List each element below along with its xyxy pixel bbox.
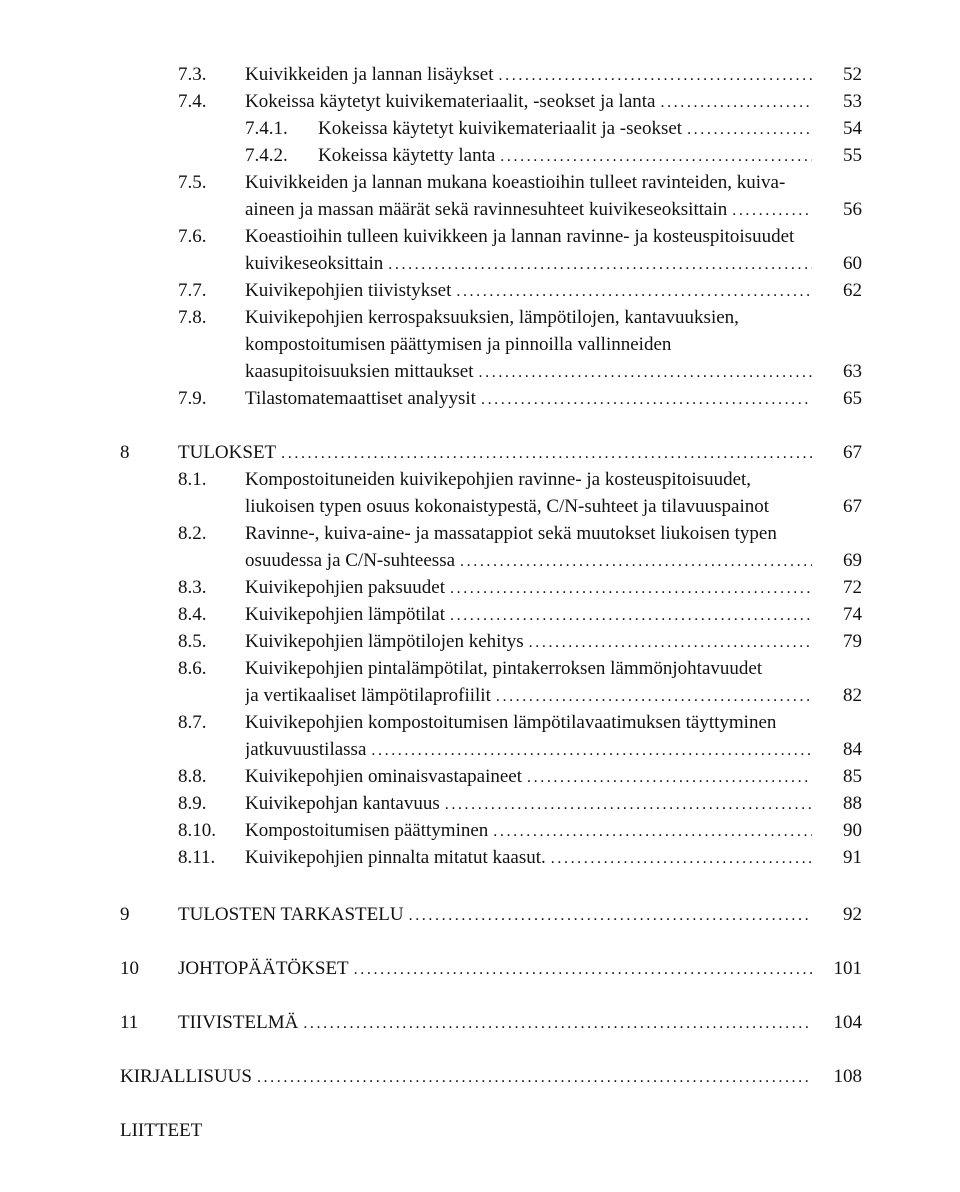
entry-number: 7.3. xyxy=(178,64,207,85)
entry-title: Kokeissa käytetyt kuivikemateriaalit ja -seokset xyxy=(318,118,683,139)
entry-page: 60 xyxy=(843,253,862,274)
toc-entry-7-4 xyxy=(0,89,960,115)
toc-entry-7-8 xyxy=(0,359,960,385)
dot-leader xyxy=(450,603,812,629)
toc-references xyxy=(0,1064,960,1090)
entry-title-line: Koeastioihin tulleen kuivikkeen ja lannan ravinne- ja kosteuspitoisuudet xyxy=(245,226,795,247)
chapter-number: 8 xyxy=(120,442,130,463)
entry-page: 91 xyxy=(843,847,862,868)
dot-leader xyxy=(529,630,812,656)
entry-title-line: Ravinne-, kuiva-aine- ja massatappiot sekä muutokset liukoisen typen xyxy=(245,523,777,544)
entry-number: 7.6. xyxy=(178,226,207,247)
entry-title: aineen ja massan määrät sekä ravinnesuhteet kuivikeseoksittain xyxy=(245,199,728,220)
dot-leader xyxy=(499,63,812,89)
entry-page: 54 xyxy=(843,118,862,139)
entry-title: kaasupitoisuuksien mittaukset xyxy=(245,361,474,382)
toc-entry-8-3 xyxy=(0,575,960,601)
entry-number: 7.4.1. xyxy=(245,118,288,139)
entry-page: 90 xyxy=(843,820,862,841)
toc-entry-8-6-line1 xyxy=(0,656,960,682)
toc-entry-8-5 xyxy=(0,629,960,655)
chapter-title: TULOSTEN TARKASTELU xyxy=(178,904,404,925)
entry-number: 7.8. xyxy=(178,307,207,328)
chapter-number: 10 xyxy=(120,958,139,979)
entry-title: Kuivikepohjien ominaisvastapaineet xyxy=(245,766,523,787)
entry-title: Kuivikepohjien lämpötilojen kehitys xyxy=(245,631,524,652)
entry-title: Kokeissa käytetty lanta xyxy=(318,145,496,166)
entry-title: Kuivikepohjien lämpötilat xyxy=(245,604,445,625)
dot-leader xyxy=(450,576,812,602)
toc-entry-7-4-1 xyxy=(0,116,960,142)
chapter-page: 101 xyxy=(833,958,862,979)
toc-entry-8-6 xyxy=(0,683,960,709)
dot-leader xyxy=(500,144,812,170)
entry-title-line: Kuivikepohjien pintalämpötilat, pintakerroksen lämmönjohtavuudet xyxy=(245,658,763,679)
entry-title: kuivikeseoksittain xyxy=(245,253,384,274)
entry-number: 8.2. xyxy=(178,523,207,544)
entry-page: 79 xyxy=(843,631,862,652)
entry-title: Kuivikepohjien paksuudet xyxy=(245,577,445,598)
entry-page: 55 xyxy=(843,145,862,166)
entry-page: 65 xyxy=(843,388,862,409)
entry-title-line: Kuivikepohjien kerrospaksuuksien, lämpötilojen, kantavuuksien, xyxy=(245,307,739,328)
entry-page: 62 xyxy=(843,280,862,301)
entry-title: liukoisen typen osuus kokonaistypestä, C/N-suhteet ja tilavuuspainot xyxy=(245,496,770,517)
chapter-title: TULOKSET xyxy=(178,442,277,463)
dot-leader xyxy=(371,738,812,764)
toc-chapter-8 xyxy=(0,440,960,466)
toc-entry-7-7 xyxy=(0,278,960,304)
entry-title: Kuivikkeiden ja lannan lisäykset xyxy=(245,64,494,85)
toc-entry-7-4-2 xyxy=(0,143,960,169)
dot-leader xyxy=(496,684,812,710)
entry-title: jatkuvuustilassa xyxy=(245,739,367,760)
entry-number: 8.4. xyxy=(178,604,207,625)
entry-title: Tilastomatemaattiset analyysit xyxy=(245,388,476,409)
toc-entry-7-5 xyxy=(0,197,960,223)
entry-number: 8.3. xyxy=(178,577,207,598)
entry-page: 72 xyxy=(843,577,862,598)
toc-entry-8-11 xyxy=(0,845,960,871)
entry-number: 7.4.2. xyxy=(245,145,288,166)
dot-leader xyxy=(493,819,812,845)
entry-title: Kuivikepohjien pinnalta mitatut kaasut. xyxy=(245,847,546,868)
entry-number: 7.7. xyxy=(178,280,207,301)
chapter-page: 104 xyxy=(833,1012,862,1033)
dot-leader xyxy=(481,387,812,413)
toc-entry-7-5-line1 xyxy=(0,170,960,196)
dot-leader xyxy=(460,549,812,575)
entry-number: 8.7. xyxy=(178,712,207,733)
entry-number: 7.9. xyxy=(178,388,207,409)
entry-number: 8.11. xyxy=(178,847,216,868)
chapter-title: JOHTOPÄÄTÖKSET xyxy=(178,958,349,979)
toc-entry-8-4 xyxy=(0,602,960,628)
entry-title-line: Kompostoituneiden kuivikepohjien ravinne- ja kosteuspitoisuudet, xyxy=(245,469,752,490)
entry-number: 7.4. xyxy=(178,91,207,112)
entry-title: Kuivikepohjan kantavuus xyxy=(245,793,440,814)
dot-leader xyxy=(687,117,812,143)
toc-entry-8-9 xyxy=(0,791,960,817)
entry-title-line: kompostoitumisen päättymisen ja pinnoilla vallinneiden xyxy=(245,334,672,355)
toc-entry-8-8 xyxy=(0,764,960,790)
entry-number: 8.5. xyxy=(178,631,207,652)
toc-entry-8-2-line1 xyxy=(0,521,960,547)
entry-title: Kokeissa käytetyt kuivikemateriaalit, -seokset ja lanta xyxy=(245,91,656,112)
dot-leader xyxy=(479,360,812,386)
toc-entry-7-6 xyxy=(0,251,960,277)
toc-chapter-10 xyxy=(0,956,960,982)
toc-chapter-11 xyxy=(0,1010,960,1036)
entry-page: 84 xyxy=(843,739,862,760)
entry-page: 82 xyxy=(843,685,862,706)
dot-leader xyxy=(257,1065,812,1091)
toc-entry-8-7 xyxy=(0,737,960,763)
entry-number: 8.9. xyxy=(178,793,207,814)
dot-leader xyxy=(660,90,812,116)
toc-entry-8-1-line1 xyxy=(0,467,960,493)
toc-entry-7-9 xyxy=(0,386,960,412)
references-title: KIRJALLISUUS xyxy=(120,1066,252,1087)
toc-chapter-9 xyxy=(0,902,960,928)
entry-title: Kuivikepohjien tiivistykset xyxy=(245,280,452,301)
entry-title: osuudessa ja C/N-suhteessa xyxy=(245,550,456,571)
chapter-page: 67 xyxy=(843,442,862,463)
entry-title: ja vertikaaliset lämpötilaprofiilit xyxy=(245,685,491,706)
chapter-number: 9 xyxy=(120,904,130,925)
toc-entry-7-8-line1 xyxy=(0,305,960,331)
toc-entry-8-2 xyxy=(0,548,960,574)
toc-entry-8-10 xyxy=(0,818,960,844)
toc-entry-8-1 xyxy=(0,494,960,520)
dot-leader xyxy=(388,252,812,278)
entry-number: 8.1. xyxy=(178,469,207,490)
entry-page: 85 xyxy=(843,766,862,787)
entry-page: 53 xyxy=(843,91,862,112)
toc-entry-7-8-line2 xyxy=(0,332,960,358)
references-page: 108 xyxy=(833,1066,862,1087)
entry-number: 8.8. xyxy=(178,766,207,787)
dot-leader xyxy=(732,198,812,224)
chapter-number: 11 xyxy=(120,1012,139,1033)
dot-leader xyxy=(281,441,812,467)
toc-appendices xyxy=(0,1118,960,1144)
entry-page: 74 xyxy=(843,604,862,625)
dot-leader xyxy=(456,279,812,305)
dot-leader xyxy=(527,765,812,791)
entry-page: 69 xyxy=(843,550,862,571)
appendices-title: LIITTEET xyxy=(120,1120,203,1141)
toc-entry-7-6-line1 xyxy=(0,224,960,250)
entry-page: 52 xyxy=(843,64,862,85)
dot-leader xyxy=(409,903,812,929)
dot-leader xyxy=(303,1011,812,1037)
entry-page: 88 xyxy=(843,793,862,814)
entry-number: 7.5. xyxy=(178,172,207,193)
entry-page: 67 xyxy=(843,496,862,517)
entry-title: Kompostoitumisen päättyminen xyxy=(245,820,489,841)
toc-entry-7-3 xyxy=(0,62,960,88)
dot-leader xyxy=(445,792,812,818)
entry-title-line: Kuivikkeiden ja lannan mukana koeastioihin tulleet ravinteiden, kuiva- xyxy=(245,172,786,193)
entry-page: 63 xyxy=(843,361,862,382)
entry-number: 8.6. xyxy=(178,658,207,679)
chapter-page: 92 xyxy=(843,904,862,925)
dot-leader xyxy=(354,957,812,983)
entry-page: 56 xyxy=(843,199,862,220)
toc-entry-8-7-line1 xyxy=(0,710,960,736)
chapter-title: TIIVISTELMÄ xyxy=(178,1012,299,1033)
entry-number: 8.10. xyxy=(178,820,216,841)
entry-title-line: Kuivikepohjien kompostoitumisen lämpötilavaatimuksen täyttyminen xyxy=(245,712,777,733)
dot-leader xyxy=(551,846,812,872)
